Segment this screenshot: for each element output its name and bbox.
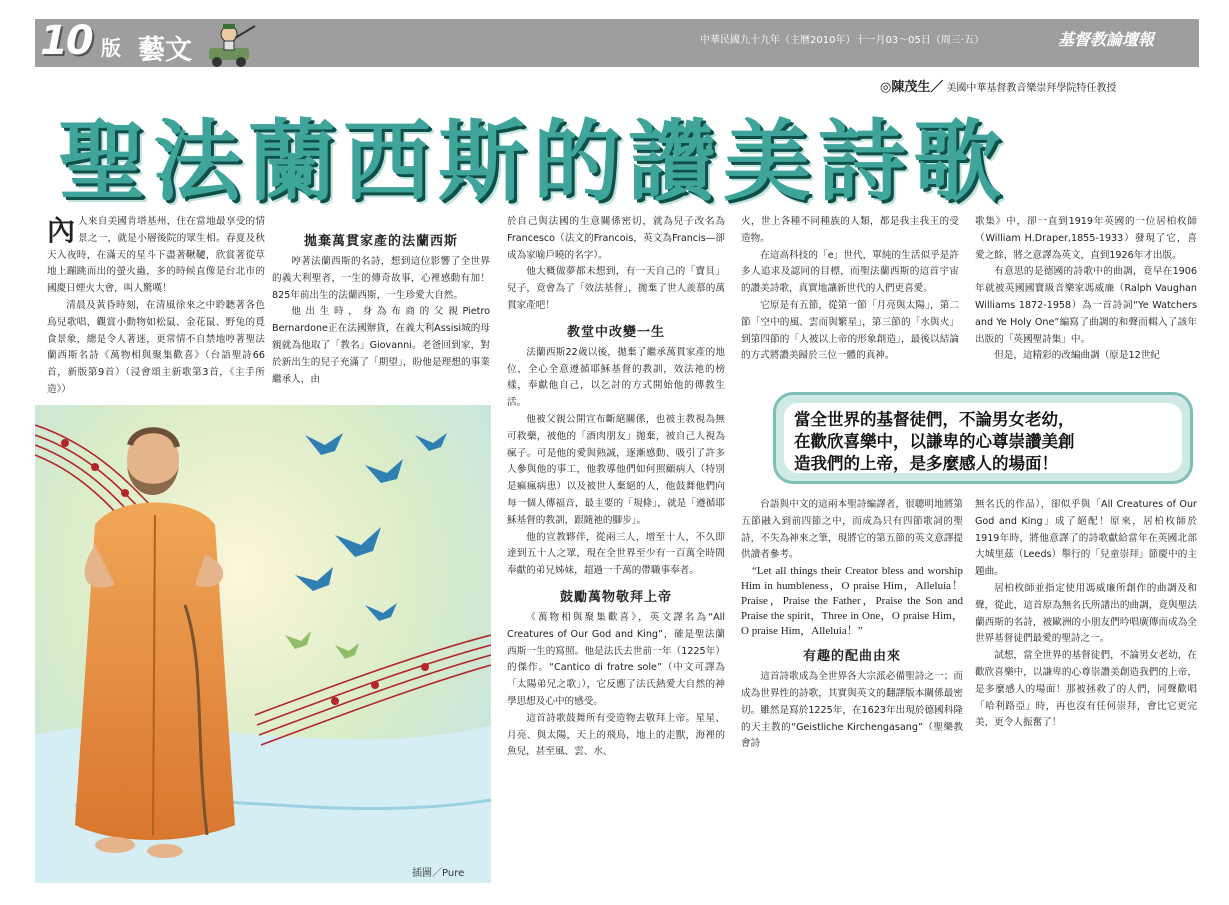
- paragraph: 他出生時，身為布商的父親Pietro Bernardone正在法國辦貨，在義大利Assisi城的母親就為他取了「教名」Giovanni。老爸回到家，對於新出生的兒子充滿了「期望」，盼他是理想的事業繼承人，由: [272, 306, 490, 385]
- illustration-credit: 插圖／Pure: [412, 868, 465, 879]
- subheading: 拋棄萬貫家產的法蘭西斯: [303, 234, 458, 249]
- paragraph: 於自己與法國的生意關係密切，就為兒子改名為Francesco（法文的Francois，英文為Francis—卻成為家喻戶曉的名字）。: [507, 216, 725, 261]
- paragraph: 他大概做夢都未想到，有一天自己的「寶貝」兒子，竟會為了「效法基督」，拋棄了世人羨慕的萬貫家產吧！: [507, 266, 725, 311]
- paragraph: 但是，這精彩的改編曲調（原是12世紀: [994, 350, 1160, 362]
- pull-quote-line: 在歡欣喜樂中，以謙卑的心尊崇讚美創: [794, 432, 1075, 451]
- paragraph: 火，世上各種不同種族的人類，都是我主我王的受造物。: [741, 216, 959, 244]
- article-column-3: [507, 214, 725, 879]
- paragraph: 他被父親公開宣布斷絕關係，也被主教視為無可救藥，被他的「酒肉朋友」拋棄，被自己人視為瘋子。可是他的愛與熱誠，逐漸感動、吸引了許多人參與他的事工，他教導他們如何照顧病人（特別是痲瘋病患）以及被世人棄絕的人，他鼓舞他們向每一個人傳福音，最主要的「規條」，就是「遵循耶穌基督的教訓，跟隨祂的腳步」。: [507, 413, 725, 526]
- subheading: 有趣的配曲由來: [802, 649, 901, 665]
- section-name: 藝文: [138, 35, 192, 66]
- subheading: 教堂中改變一生: [566, 324, 665, 340]
- article-column-5: [975, 214, 1197, 384]
- paragraph: 台語與中文的這兩本聖詩編譯者，很聰明地將第五節融入到前四節之中，而成為只有四節歌詞的聖詩，不失為神來之筆，現將它的第五節的英文意譯提供讀者參考。: [741, 499, 963, 561]
- article-column-2: [272, 214, 490, 404]
- subheading: 鼓勵萬物敬拜上帝: [559, 589, 672, 605]
- paragraph: 無名氏的作品），卻似乎與「All Creatures of Our God and King」成了絕配！原來，居柏枚師於1919年時，將他意譯了的詩歌獻給當年在英國北部大城里茲（Leeds）舉行的「兒童崇拜」節慶中的主題曲。: [975, 499, 1197, 578]
- drop-cap: 內: [47, 214, 76, 247]
- section-mascot-icon: [205, 20, 261, 68]
- page-number-suffix: 版: [101, 36, 121, 60]
- paragraph: 這首詩歌鼓舞所有受造物去敬拜上帝。星星、月亮、與太陽，天上的飛鳥，地上的走獸，海裡的魚兒，甚至風、雲、水、: [507, 712, 725, 758]
- paragraph: 他的宣教夥伴，從兩三人，增至十人，不久即達到五十人之眾，現在全世界至少有一百萬全時間奉獻的弟兄姊妹，超過一千萬的帶職事奉者。: [507, 531, 725, 577]
- page-number: 10: [40, 18, 92, 64]
- pull-quote-box: [773, 392, 1193, 484]
- paragraph: 有意思的是德國的詩歌中的曲調，竟早在1906年就被英國國寶級音樂家馮威廉（Ralph Vaughan Williams 1872-1958）為一首詩詞“Ye Watchers and Ye Holy One”編寫了曲調的和聲而輯入了該年出版的「英國聖詩集」中。: [975, 266, 1197, 345]
- author-affiliation: 美國中華基督教音樂崇拜學院特任教授: [946, 83, 1117, 94]
- article-title: 聖法蘭西斯的讚美詩歌: [58, 109, 1009, 213]
- paragraph: 哼著法蘭西斯的名詩，想到這位影響了全世界的義大利聖者，一生的傳奇故事，心裡感動有加！825年前出生的法蘭西斯，一生珍愛大自然。: [272, 256, 490, 301]
- paragraph: 清晨及黃昏時刻，在清風徐來之中聆聽著各色鳥兒歌唱，觀賞小動物如松鼠、金花鼠、野兔的覓食景象，總是令人著迷，更常情不自禁地哼著聖法蘭西斯名詩《萬物相與聚集歡喜》（台語聖詩66首，新版第9首）（浸會頌主新歌第3首，《主手所造》）: [47, 299, 265, 395]
- article-column-6: [741, 497, 963, 887]
- paragraph: 法蘭西斯22歲以後，拋棄了繼承萬貫家產的地位，全心全意遵循耶穌基督的教訓，效法祂的榜樣，奉獻他自己，以乞討的方式開始他的傳教生活。: [507, 346, 725, 409]
- article-column-7: [975, 497, 1197, 887]
- saint-francis-illustration: [35, 405, 491, 883]
- byline: ◎陳茂生／ 美國中華基督教音樂崇拜學院特任教授: [880, 80, 1117, 95]
- paragraph: 試想，當全世界的基督徒們，不論男女老幼，在歡欣喜樂中，以謙卑的心尊崇讚美創造我們的上帝，是多麼感人的場面！那被拯救了的人們，同聲歡唱「哈利路亞」時，再也沒有任何崇拜，會比它更完美，更令人振奮了！: [975, 650, 1197, 729]
- english-verse: “Let all things their Creator bless and worship Him in humbleness，O praise Him，Alleluia！Praise，Praise the Father，Praise the Son and Praise the spirit，Three in One，O praise Him，O praise Him，Alleluia！”: [741, 565, 963, 638]
- paragraph: 在這高科技的「e」世代，單純的生活似乎是許多人追求及認同的目標，而聖法蘭西斯的這首宇宙的讚美詩歌，真實地讓新世代的人們更喜愛。: [741, 249, 959, 295]
- article-column-4: [741, 214, 959, 384]
- paragraph: 人來自美國肯塔基州，住在當地最享受的情景之一，就是小層後院的眾生相。春夏及秋天入夜時，在滿天的星斗下盡著鞦韆，欣賞著從草地上蹦跳而出的螢火蟲，多的時候直像是台北市的國慶日煙火大會，叫人驚嘆！: [47, 216, 265, 295]
- author: ◎陳茂生: [880, 80, 931, 95]
- newspaper-name: 基督教論壇報: [1058, 30, 1155, 49]
- paragraph: 歌集》中，卻一直到1919年英國的一位居柏枚師（William H.Draper,1855-1933）發現了它，喜愛之餘，將之意譯為英文，直到1926年才出版。: [975, 216, 1197, 261]
- paragraph: 這首詩歌成為全世界各大宗派必備聖詩之一；而成為世界性的詩歌，其實與英文的翻譯版本關係最密切。雖然是寫於1225年，在1623年出現於德國科隆的天主教的“Geistliche Kirchengasang”（聖樂教會詩: [741, 671, 963, 750]
- pull-quote-line: 當全世界的基督徒們，不論男女老幼，: [794, 410, 1075, 429]
- issue-date: 中華民國九十九年（主曆2010年）十一月03～05日（周三‧五）: [700, 35, 985, 46]
- paragraph: 它原是有五節，從第一節「月亮與太陽」，第二節「空中的風、雲而與繁星」，第三節的「水與火」到第四節的「人被以上帝的形象創造」，最後以結論的方式將讚美歸於三位一體的真神。: [741, 299, 959, 362]
- paragraph: 居柏枚師並指定使用馮威廉所創作的曲調及和聲，從此，這首原為無名氏所譜出的曲調，竟與聖法蘭西斯的名詩，被歐洲的小朋友們吟唱廣傳而成為全世界基督徒們最愛的聖詩之一。: [975, 582, 1197, 645]
- article-column-1: [47, 214, 265, 404]
- pull-quote-line: 造我們的上帝，是多麼感人的場面！: [794, 454, 1058, 473]
- paragraph: 《萬物相與聚集歡喜》，英文譯名為“All Creatures of Our God and King”，確是聖法蘭西斯一生的寫照。他是法氏去世前一年（1225年）的傑作。“Cantico di fratre sole”（中文可譯為「太陽弟兄之歌」），它反應了法氏熱愛大自然的神學思想及心中的感受。: [507, 611, 725, 707]
